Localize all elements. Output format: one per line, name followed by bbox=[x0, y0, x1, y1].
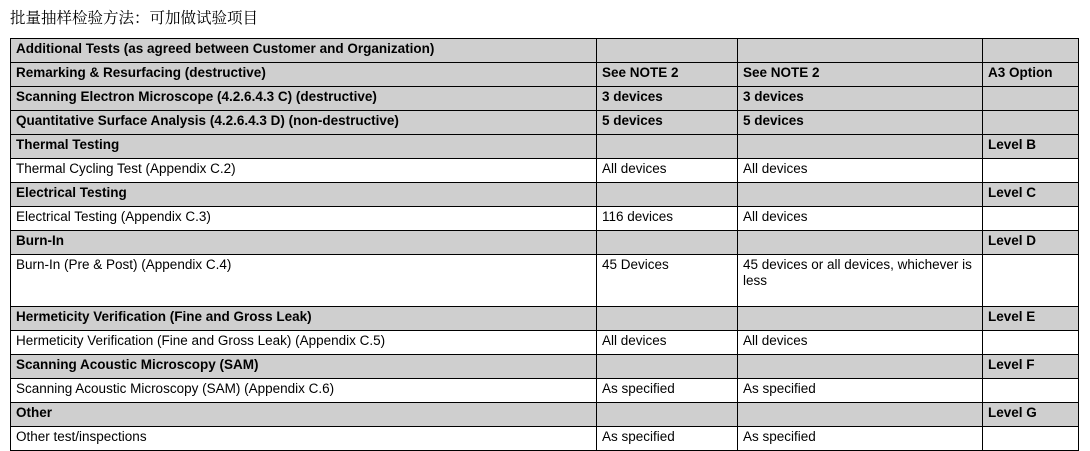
table-row bbox=[11, 230, 1079, 254]
test-col3 bbox=[738, 402, 983, 426]
test-name: Hermeticity Verification (Fine and Gross Leak) (Appendix C.5) bbox=[11, 330, 597, 354]
section-name: Electrical Testing bbox=[11, 182, 597, 206]
test-col2: 45 Devices bbox=[597, 254, 738, 306]
test-col2 bbox=[597, 306, 738, 330]
test-name: Other test/inspections bbox=[11, 426, 597, 450]
table-row bbox=[11, 378, 1079, 402]
test-name: Thermal Cycling Test (Appendix C.2) bbox=[11, 158, 597, 182]
test-col2: As specified bbox=[597, 426, 738, 450]
test-col2: See NOTE 2 bbox=[597, 62, 738, 86]
test-col3: All devices bbox=[738, 330, 983, 354]
test-level: Level F bbox=[983, 354, 1079, 378]
section-name: Other bbox=[11, 402, 597, 426]
header-cell-col4 bbox=[983, 38, 1079, 62]
test-level: Level C bbox=[983, 182, 1079, 206]
test-level bbox=[983, 330, 1079, 354]
test-col3 bbox=[738, 306, 983, 330]
test-col3: See NOTE 2 bbox=[738, 62, 983, 86]
table-header-row bbox=[11, 38, 1079, 62]
additional-tests-table bbox=[10, 38, 1079, 451]
table-row bbox=[11, 330, 1079, 354]
test-name: Scanning Acoustic Microscopy (SAM) (Appendix C.6) bbox=[11, 378, 597, 402]
test-col3 bbox=[738, 134, 983, 158]
test-name: Electrical Testing (Appendix C.3) bbox=[11, 206, 597, 230]
test-col3: All devices bbox=[738, 206, 983, 230]
test-col2: All devices bbox=[597, 158, 738, 182]
table-row bbox=[11, 206, 1079, 230]
test-level: Level G bbox=[983, 402, 1079, 426]
test-col3: 5 devices bbox=[738, 110, 983, 134]
table-row bbox=[11, 182, 1079, 206]
test-col3: 3 devices bbox=[738, 86, 983, 110]
test-col3: All devices bbox=[738, 158, 983, 182]
table-row bbox=[11, 426, 1079, 450]
test-col3: As specified bbox=[738, 378, 983, 402]
table-row bbox=[11, 158, 1079, 182]
test-name: Scanning Electron Microscope (4.2.6.4.3 C) (destructive) bbox=[11, 86, 597, 110]
table-row bbox=[11, 402, 1079, 426]
section-name: Scanning Acoustic Microscopy (SAM) bbox=[11, 354, 597, 378]
test-col2 bbox=[597, 134, 738, 158]
table-body bbox=[11, 38, 1079, 450]
test-name: Burn-In (Pre & Post) (Appendix C.4) bbox=[11, 254, 597, 306]
test-col3 bbox=[738, 354, 983, 378]
test-col2 bbox=[597, 182, 738, 206]
test-level: Level D bbox=[983, 230, 1079, 254]
test-col3 bbox=[738, 182, 983, 206]
test-col2: 5 devices bbox=[597, 110, 738, 134]
test-col2: As specified bbox=[597, 378, 738, 402]
test-level bbox=[983, 86, 1079, 110]
test-level: Level B bbox=[983, 134, 1079, 158]
test-level bbox=[983, 378, 1079, 402]
table-row bbox=[11, 306, 1079, 330]
table-row bbox=[11, 254, 1079, 306]
test-col3: 45 devices or all devices, whichever is less bbox=[738, 254, 983, 306]
test-col2: All devices bbox=[597, 330, 738, 354]
table-row bbox=[11, 110, 1079, 134]
table-row bbox=[11, 134, 1079, 158]
header-cell-col3 bbox=[738, 38, 983, 62]
test-col2 bbox=[597, 230, 738, 254]
test-level bbox=[983, 110, 1079, 134]
test-col3 bbox=[738, 230, 983, 254]
table-row bbox=[11, 62, 1079, 86]
table-row bbox=[11, 354, 1079, 378]
header-cell-name: Additional Tests (as agreed between Customer and Organization) bbox=[11, 38, 597, 62]
test-col2 bbox=[597, 354, 738, 378]
test-level bbox=[983, 254, 1079, 306]
section-name: Burn-In bbox=[11, 230, 597, 254]
test-level bbox=[983, 206, 1079, 230]
section-name: Thermal Testing bbox=[11, 134, 597, 158]
header-cell-col2 bbox=[597, 38, 738, 62]
test-level bbox=[983, 426, 1079, 450]
test-col2: 3 devices bbox=[597, 86, 738, 110]
test-col3: As specified bbox=[738, 426, 983, 450]
test-col2: 116 devices bbox=[597, 206, 738, 230]
test-level: A3 Option bbox=[983, 62, 1079, 86]
test-col2 bbox=[597, 402, 738, 426]
test-name: Quantitative Surface Analysis (4.2.6.4.3 D) (non-destructive) bbox=[11, 110, 597, 134]
section-name: Hermeticity Verification (Fine and Gross Leak) bbox=[11, 306, 597, 330]
page-title: 批量抽样检验方法：可加做试验项目 bbox=[10, 10, 259, 27]
test-level bbox=[983, 158, 1079, 182]
test-level: Level E bbox=[983, 306, 1079, 330]
test-name: Remarking & Resurfacing (destructive) bbox=[11, 62, 597, 86]
table-row bbox=[11, 86, 1079, 110]
